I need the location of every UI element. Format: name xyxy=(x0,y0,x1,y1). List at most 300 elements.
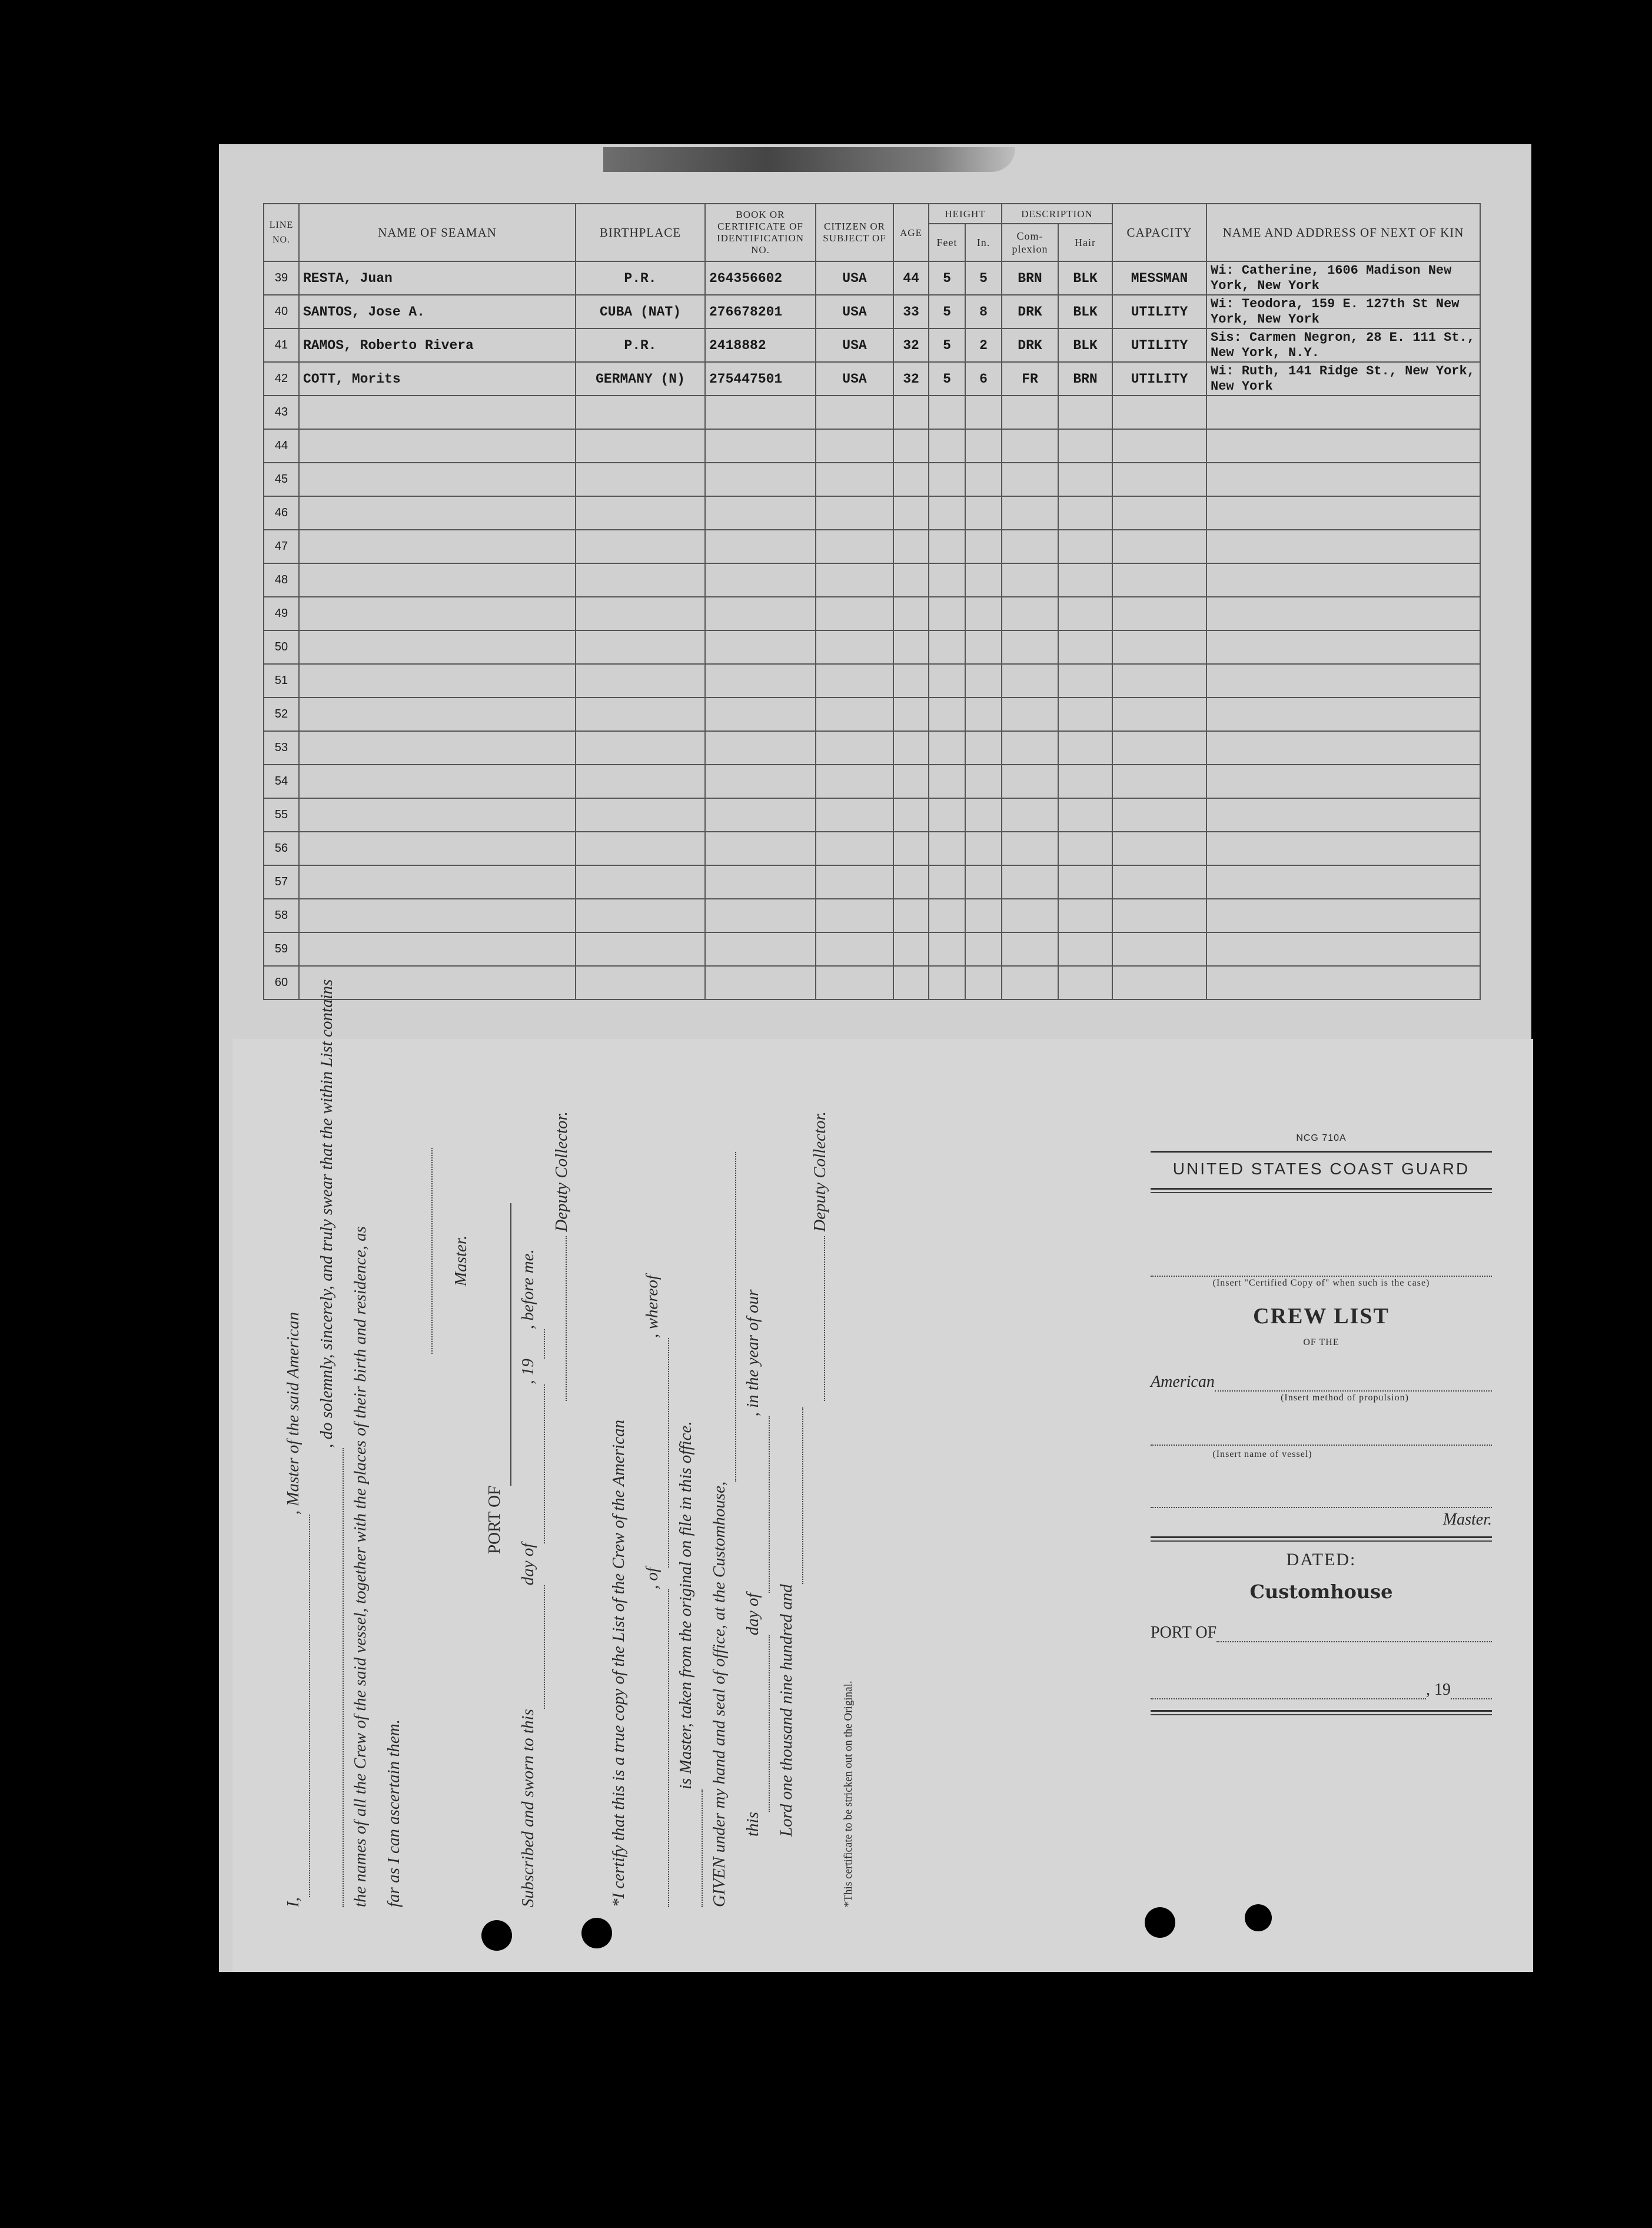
cell-birthplace xyxy=(576,932,705,966)
cell-capacity xyxy=(1112,865,1206,899)
cell-line: 52 xyxy=(264,698,299,731)
cell-age xyxy=(893,429,929,463)
cell-inches xyxy=(965,966,1002,1000)
cell-complexion xyxy=(1002,765,1058,798)
cell-feet xyxy=(929,966,965,1000)
cell-citizen: USA xyxy=(816,328,893,362)
cell-capacity: UTILITY xyxy=(1112,295,1206,328)
cell-line: 54 xyxy=(264,765,299,798)
cell-age xyxy=(893,865,929,899)
cell-line: 40 xyxy=(264,295,299,328)
table-row xyxy=(264,328,1480,362)
table-row xyxy=(264,563,1480,597)
cell-kin xyxy=(1206,496,1480,530)
cell-hair xyxy=(1058,463,1112,496)
master-signature-line xyxy=(414,1148,433,1354)
cell-book: 276678201 xyxy=(705,295,816,328)
cell-citizen xyxy=(816,396,893,429)
header-book: BOOK OR CERTIFICATE OF IDENTIFICATION NO. xyxy=(705,204,816,261)
cell-kin: Wi: Teodora, 159 E. 127th St New York, New York xyxy=(1206,295,1480,328)
cell-age: 33 xyxy=(893,295,929,328)
cell-line: 59 xyxy=(264,932,299,966)
table-row xyxy=(264,899,1480,932)
oath-names: the names of all the Crew of the said vessel, together with the places of their birth and residence, as xyxy=(351,1226,370,1907)
cell-line: 53 xyxy=(264,731,299,765)
cell-feet xyxy=(929,429,965,463)
american-label: American xyxy=(1151,1373,1215,1391)
cell-capacity xyxy=(1112,429,1206,463)
cell-feet xyxy=(929,899,965,932)
cell-citizen xyxy=(816,597,893,630)
cell-kin xyxy=(1206,731,1480,765)
oath-port-of: PORT OF xyxy=(485,1485,504,1554)
cell-feet xyxy=(929,530,965,563)
cell-hair xyxy=(1058,932,1112,966)
cell-feet: 5 xyxy=(929,362,965,396)
table-row xyxy=(264,362,1480,396)
oath-subscribed: Subscribed and sworn to this xyxy=(518,1709,537,1907)
cell-complexion xyxy=(1002,731,1058,765)
cell-complexion xyxy=(1002,899,1058,932)
cell-complexion: FR xyxy=(1002,362,1058,396)
cell-age xyxy=(893,765,929,798)
cell-complexion xyxy=(1002,597,1058,630)
cell-inches xyxy=(965,865,1002,899)
cell-book xyxy=(705,530,816,563)
cell-feet: 5 xyxy=(929,328,965,362)
cell-book xyxy=(705,496,816,530)
cell-line: 60 xyxy=(264,966,299,1000)
cell-inches xyxy=(965,932,1002,966)
punch-hole-1 xyxy=(481,1920,512,1951)
table-row xyxy=(264,664,1480,698)
oath-is-master: is Master, taken from the original on file in this office. xyxy=(676,1421,695,1789)
cell-citizen xyxy=(816,563,893,597)
cell-capacity xyxy=(1112,698,1206,731)
oath-given: GIVEN under my hand and seal of office, at the Customhouse, xyxy=(710,1481,729,1907)
cell-capacity: UTILITY xyxy=(1112,362,1206,396)
cell-line: 58 xyxy=(264,899,299,932)
cell-inches: 6 xyxy=(965,362,1002,396)
cell-birthplace: P.R. xyxy=(576,328,705,362)
table-row xyxy=(264,698,1480,731)
oath-footnote: *This certificate to be stricken out on the Original. xyxy=(842,1681,855,1907)
cell-birthplace xyxy=(576,664,705,698)
oath-master-label: Master. xyxy=(451,1235,470,1286)
cell-birthplace xyxy=(576,731,705,765)
cell-name: SANTOS, Jose A. xyxy=(299,295,576,328)
cell-name xyxy=(299,698,576,731)
cell-feet xyxy=(929,396,965,429)
cell-complexion xyxy=(1002,865,1058,899)
cell-citizen xyxy=(816,865,893,899)
header-kin: NAME AND ADDRESS OF NEXT OF KIN xyxy=(1206,204,1480,261)
header-name: NAME OF SEAMAN xyxy=(299,204,576,261)
cell-name xyxy=(299,630,576,664)
table-row xyxy=(264,932,1480,966)
cell-birthplace xyxy=(576,396,705,429)
cell-age xyxy=(893,899,929,932)
cell-name xyxy=(299,966,576,1000)
cell-hair: BRN xyxy=(1058,362,1112,396)
cell-name xyxy=(299,731,576,765)
cell-line: 42 xyxy=(264,362,299,396)
cell-kin xyxy=(1206,698,1480,731)
port-of-label: PORT OF xyxy=(1151,1623,1217,1642)
table-row xyxy=(264,463,1480,496)
cell-age xyxy=(893,966,929,1000)
torn-edge xyxy=(603,147,1015,172)
cell-feet xyxy=(929,597,965,630)
cell-capacity xyxy=(1112,396,1206,429)
cell-book: 2418882 xyxy=(705,328,816,362)
header-line-no: LINE NO. xyxy=(264,204,299,261)
oath-day-of-2: day of xyxy=(743,1593,762,1636)
cell-birthplace xyxy=(576,463,705,496)
oath-certify: *I certify that this is a true copy of the List of the Crew of the American xyxy=(609,1419,628,1907)
cell-hair xyxy=(1058,429,1112,463)
table-row xyxy=(264,765,1480,798)
cell-birthplace: GERMANY (N) xyxy=(576,362,705,396)
cell-capacity xyxy=(1112,731,1206,765)
oath-whereof: , whereof xyxy=(643,1275,662,1338)
header-citizen: CITIZEN OR SUBJECT OF xyxy=(816,204,893,261)
cell-birthplace xyxy=(576,429,705,463)
oath-master-american: , Master of the said American xyxy=(284,1311,303,1515)
header-feet: Feet xyxy=(929,224,965,261)
cell-book xyxy=(705,630,816,664)
cell-citizen xyxy=(816,630,893,664)
table-row xyxy=(264,630,1480,664)
cell-inches xyxy=(965,664,1002,698)
cell-feet xyxy=(929,563,965,597)
cell-name xyxy=(299,463,576,496)
cell-hair xyxy=(1058,496,1112,530)
cell-hair: BLK xyxy=(1058,328,1112,362)
cell-inches xyxy=(965,530,1002,563)
cell-citizen xyxy=(816,966,893,1000)
cell-citizen xyxy=(816,530,893,563)
certified-copy-note: (Insert "Certified Copy of" when such is the case) xyxy=(1212,1278,1430,1288)
cell-complexion xyxy=(1002,496,1058,530)
cell-kin xyxy=(1206,765,1480,798)
cell-hair xyxy=(1058,530,1112,563)
cell-citizen: USA xyxy=(816,261,893,295)
header-hair: Hair xyxy=(1058,224,1112,261)
oath-nineteen: , 19 xyxy=(518,1359,537,1384)
cell-complexion: DRK xyxy=(1002,328,1058,362)
oath-swear: , do solemnly, sincerely, and truly swear that the within List contains xyxy=(317,979,336,1448)
cell-citizen xyxy=(816,899,893,932)
cell-book xyxy=(705,597,816,630)
cell-book: 264356602 xyxy=(705,261,816,295)
cell-birthplace xyxy=(576,496,705,530)
cell-line: 46 xyxy=(264,496,299,530)
cell-capacity xyxy=(1112,463,1206,496)
cell-name xyxy=(299,832,576,865)
cell-name xyxy=(299,798,576,832)
cell-age xyxy=(893,698,929,731)
oath-ascertain: far as I can ascertain them. xyxy=(384,1719,403,1907)
cell-capacity xyxy=(1112,798,1206,832)
cell-citizen xyxy=(816,798,893,832)
cell-name: RAMOS, Roberto Rivera xyxy=(299,328,576,362)
cell-age xyxy=(893,496,929,530)
cell-book xyxy=(705,731,816,765)
cell-birthplace xyxy=(576,966,705,1000)
cell-age xyxy=(893,597,929,630)
master-label: Master. xyxy=(1442,1510,1492,1529)
cell-citizen xyxy=(816,496,893,530)
cell-kin xyxy=(1206,798,1480,832)
cell-inches: 2 xyxy=(965,328,1002,362)
cell-line: 39 xyxy=(264,261,299,295)
oath-deputy-collector-1: Deputy Collector. xyxy=(552,1111,571,1232)
deputy-signature-line-1 xyxy=(548,1236,567,1401)
header-age: AGE xyxy=(893,204,929,261)
cell-book xyxy=(705,798,816,832)
cell-birthplace xyxy=(576,530,705,563)
cell-kin: Sis: Carmen Negron, 28 E. 111 St., New York, N.Y. xyxy=(1206,328,1480,362)
crew-table xyxy=(263,203,1481,1000)
cell-complexion: DRK xyxy=(1002,295,1058,328)
cell-age: 32 xyxy=(893,328,929,362)
cell-kin xyxy=(1206,463,1480,496)
cell-line: 47 xyxy=(264,530,299,563)
table-row xyxy=(264,429,1480,463)
header-complexion: Com-plexion xyxy=(1002,224,1058,261)
cell-line: 51 xyxy=(264,664,299,698)
cell-name: RESTA, Juan xyxy=(299,261,576,295)
cell-citizen xyxy=(816,429,893,463)
table-row xyxy=(264,798,1480,832)
cell-capacity xyxy=(1112,966,1206,1000)
table-row xyxy=(264,261,1480,295)
cell-kin xyxy=(1206,630,1480,664)
cell-feet xyxy=(929,664,965,698)
cell-line: 57 xyxy=(264,865,299,899)
cell-line: 48 xyxy=(264,563,299,597)
cell-complexion xyxy=(1002,429,1058,463)
cell-hair: BLK xyxy=(1058,261,1112,295)
cell-book xyxy=(705,966,816,1000)
cell-kin xyxy=(1206,664,1480,698)
cell-citizen xyxy=(816,463,893,496)
cell-feet xyxy=(929,731,965,765)
cell-name xyxy=(299,664,576,698)
cell-hair xyxy=(1058,597,1112,630)
cell-feet: 5 xyxy=(929,295,965,328)
cell-kin xyxy=(1206,396,1480,429)
cell-age xyxy=(893,630,929,664)
cell-feet: 5 xyxy=(929,261,965,295)
cell-book xyxy=(705,765,816,798)
cell-hair xyxy=(1058,563,1112,597)
cell-birthplace xyxy=(576,630,705,664)
vessel-name-note: (Insert name of vessel) xyxy=(1212,1449,1312,1459)
dated-label: DATED: xyxy=(1286,1550,1357,1569)
cell-book xyxy=(705,563,816,597)
cell-hair xyxy=(1058,664,1112,698)
cell-kin xyxy=(1206,832,1480,865)
cell-feet xyxy=(929,698,965,731)
cell-hair xyxy=(1058,396,1112,429)
cell-age xyxy=(893,463,929,496)
cell-complexion xyxy=(1002,698,1058,731)
cell-feet xyxy=(929,932,965,966)
cell-hair xyxy=(1058,899,1112,932)
cell-age xyxy=(893,664,929,698)
cell-inches: 5 xyxy=(965,261,1002,295)
cell-hair xyxy=(1058,698,1112,731)
cell-kin xyxy=(1206,530,1480,563)
cell-complexion xyxy=(1002,530,1058,563)
cell-hair xyxy=(1058,832,1112,865)
cell-book xyxy=(705,899,816,932)
cell-name xyxy=(299,496,576,530)
cell-kin xyxy=(1206,597,1480,630)
oath-lord: Lord one thousand nine hundred and xyxy=(777,1584,796,1837)
cell-hair xyxy=(1058,966,1112,1000)
cell-line: 50 xyxy=(264,630,299,664)
cell-birthplace: P.R. xyxy=(576,261,705,295)
cell-capacity xyxy=(1112,765,1206,798)
nineteen-label: , 19 xyxy=(1426,1681,1451,1699)
cell-capacity xyxy=(1112,563,1206,597)
cell-kin xyxy=(1206,966,1480,1000)
cell-hair xyxy=(1058,765,1112,798)
cell-citizen: USA xyxy=(816,295,893,328)
deputy-signature-line-2 xyxy=(806,1236,825,1401)
cell-birthplace: CUBA (NAT) xyxy=(576,295,705,328)
cell-inches xyxy=(965,396,1002,429)
cell-capacity xyxy=(1112,597,1206,630)
cell-birthplace xyxy=(576,832,705,865)
cell-capacity xyxy=(1112,530,1206,563)
cell-kin xyxy=(1206,563,1480,597)
cell-name xyxy=(299,865,576,899)
cell-name xyxy=(299,563,576,597)
cell-capacity: MESSMAN xyxy=(1112,261,1206,295)
cell-name xyxy=(299,597,576,630)
cell-birthplace xyxy=(576,597,705,630)
table-row xyxy=(264,832,1480,865)
cell-inches xyxy=(965,563,1002,597)
header-birthplace: BIRTHPLACE xyxy=(576,204,705,261)
cell-birthplace xyxy=(576,698,705,731)
cell-feet xyxy=(929,463,965,496)
cell-citizen xyxy=(816,932,893,966)
oath-this: this xyxy=(743,1812,762,1837)
vessel-name-field xyxy=(326,1448,344,1907)
cell-line: 49 xyxy=(264,597,299,630)
cell-hair xyxy=(1058,731,1112,765)
cell-name: COTT, Morits xyxy=(299,362,576,396)
cell-book xyxy=(705,396,816,429)
cell-inches xyxy=(965,597,1002,630)
cell-citizen xyxy=(816,731,893,765)
cell-age: 44 xyxy=(893,261,929,295)
cell-age xyxy=(893,731,929,765)
cell-age xyxy=(893,832,929,865)
cell-book xyxy=(705,664,816,698)
cell-inches xyxy=(965,832,1002,865)
cell-feet xyxy=(929,765,965,798)
cell-book xyxy=(705,832,816,865)
cell-kin: Wi: Catherine, 1606 Madison New York, New York xyxy=(1206,261,1480,295)
cell-age xyxy=(893,396,929,429)
table-row xyxy=(264,865,1480,899)
cell-kin xyxy=(1206,429,1480,463)
table-row xyxy=(264,597,1480,630)
cell-capacity xyxy=(1112,496,1206,530)
cell-birthplace xyxy=(576,563,705,597)
cell-capacity xyxy=(1112,664,1206,698)
table-row xyxy=(264,966,1480,1000)
cell-age xyxy=(893,932,929,966)
cell-complexion xyxy=(1002,966,1058,1000)
cell-hair xyxy=(1058,865,1112,899)
oath-year-of-our: , in the year of our xyxy=(743,1289,762,1417)
propulsion-note: (Insert method of propulsion) xyxy=(1281,1393,1409,1403)
cell-complexion xyxy=(1002,396,1058,429)
punch-hole-3 xyxy=(1145,1907,1175,1938)
cell-line: 43 xyxy=(264,396,299,429)
cell-feet xyxy=(929,496,965,530)
cell-book xyxy=(705,932,816,966)
cell-hair: BLK xyxy=(1058,295,1112,328)
crew-list-cover-panel xyxy=(1151,1133,1492,1715)
cell-citizen xyxy=(816,698,893,731)
of-the-label: OF THE xyxy=(1303,1337,1339,1347)
cell-inches xyxy=(965,765,1002,798)
header-inches: In. xyxy=(965,224,1002,261)
cell-inches xyxy=(965,496,1002,530)
cell-capacity: UTILITY xyxy=(1112,328,1206,362)
cell-inches xyxy=(965,731,1002,765)
cell-age xyxy=(893,798,929,832)
cell-age xyxy=(893,530,929,563)
cell-citizen xyxy=(816,832,893,865)
punch-hole-2 xyxy=(581,1918,612,1948)
cell-birthplace xyxy=(576,798,705,832)
header-description: DESCRIPTION xyxy=(1002,204,1112,224)
cell-line: 41 xyxy=(264,328,299,362)
cell-birthplace xyxy=(576,765,705,798)
cell-birthplace xyxy=(576,865,705,899)
cell-inches xyxy=(965,698,1002,731)
cell-inches xyxy=(965,630,1002,664)
cell-hair xyxy=(1058,630,1112,664)
cell-name xyxy=(299,932,576,966)
cell-complexion xyxy=(1002,563,1058,597)
cell-book: 275447501 xyxy=(705,362,816,396)
table-row xyxy=(264,396,1480,429)
table-row xyxy=(264,530,1480,563)
cell-complexion xyxy=(1002,630,1058,664)
cell-hair xyxy=(1058,798,1112,832)
cell-kin xyxy=(1206,899,1480,932)
cell-capacity xyxy=(1112,630,1206,664)
cell-book xyxy=(705,698,816,731)
header-capacity: CAPACITY xyxy=(1112,204,1206,261)
cell-inches xyxy=(965,463,1002,496)
cell-feet xyxy=(929,832,965,865)
cell-age xyxy=(893,563,929,597)
cell-complexion xyxy=(1002,932,1058,966)
cell-line: 55 xyxy=(264,798,299,832)
cell-capacity xyxy=(1112,899,1206,932)
